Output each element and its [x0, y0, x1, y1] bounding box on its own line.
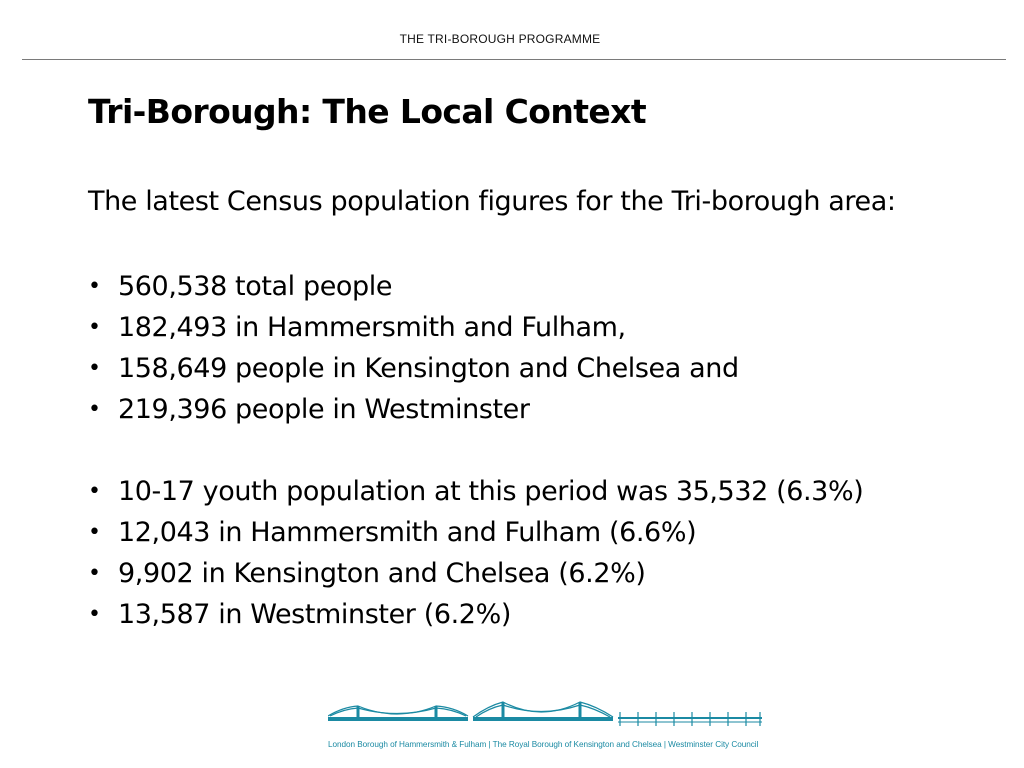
list-item-text: 182,493 in Hammersmith and Fulham,: [118, 312, 626, 343]
list-item: [88, 471, 863, 512]
list-item: [88, 266, 739, 307]
list-item-text: 9,902 in Kensington and Chelsea (6.2%): [118, 558, 646, 589]
bullet-icon: •: [88, 479, 101, 504]
bullet-icon: •: [88, 315, 101, 340]
slide-title: Tri-Borough: The Local Context: [88, 92, 647, 131]
bullet-icon: •: [88, 397, 101, 422]
list-item-text: 12,043 in Hammersmith and Fulham (6.6%): [118, 517, 697, 548]
list-item: [88, 594, 863, 635]
list-item-text: 560,538 total people: [118, 271, 393, 302]
list-item-text: 10-17 youth population at this period was 35,532 (6.3%): [118, 476, 864, 507]
list-item: [88, 389, 739, 430]
youth-population-list: [88, 471, 863, 635]
intro-text: The latest Census population figures for the Tri-borough area:: [88, 186, 896, 217]
footer-borough-names: London Borough of Hammersmith & Fulham | The Royal Borough of Kensington and Chelsea | Westminster City Council: [328, 740, 759, 749]
list-item: [88, 512, 863, 553]
bullet-icon: •: [88, 602, 101, 627]
bullet-icon: •: [88, 520, 101, 545]
bullet-icon: •: [88, 356, 101, 381]
bullet-icon: •: [88, 561, 101, 586]
list-item-text: 158,649 people in Kensington and Chelsea and: [118, 353, 739, 384]
list-item: [88, 553, 863, 594]
programme-header: THE TRI-BOROUGH PROGRAMME: [399, 32, 601, 46]
list-item: [88, 348, 739, 389]
list-item-text: 13,587 in Westminster (6.2%): [118, 599, 511, 630]
list-item-text: 219,396 people in Westminster: [118, 394, 530, 425]
population-list: [88, 266, 739, 430]
list-item: [88, 307, 739, 348]
bullet-icon: •: [88, 274, 101, 299]
header-divider: [22, 59, 1006, 60]
